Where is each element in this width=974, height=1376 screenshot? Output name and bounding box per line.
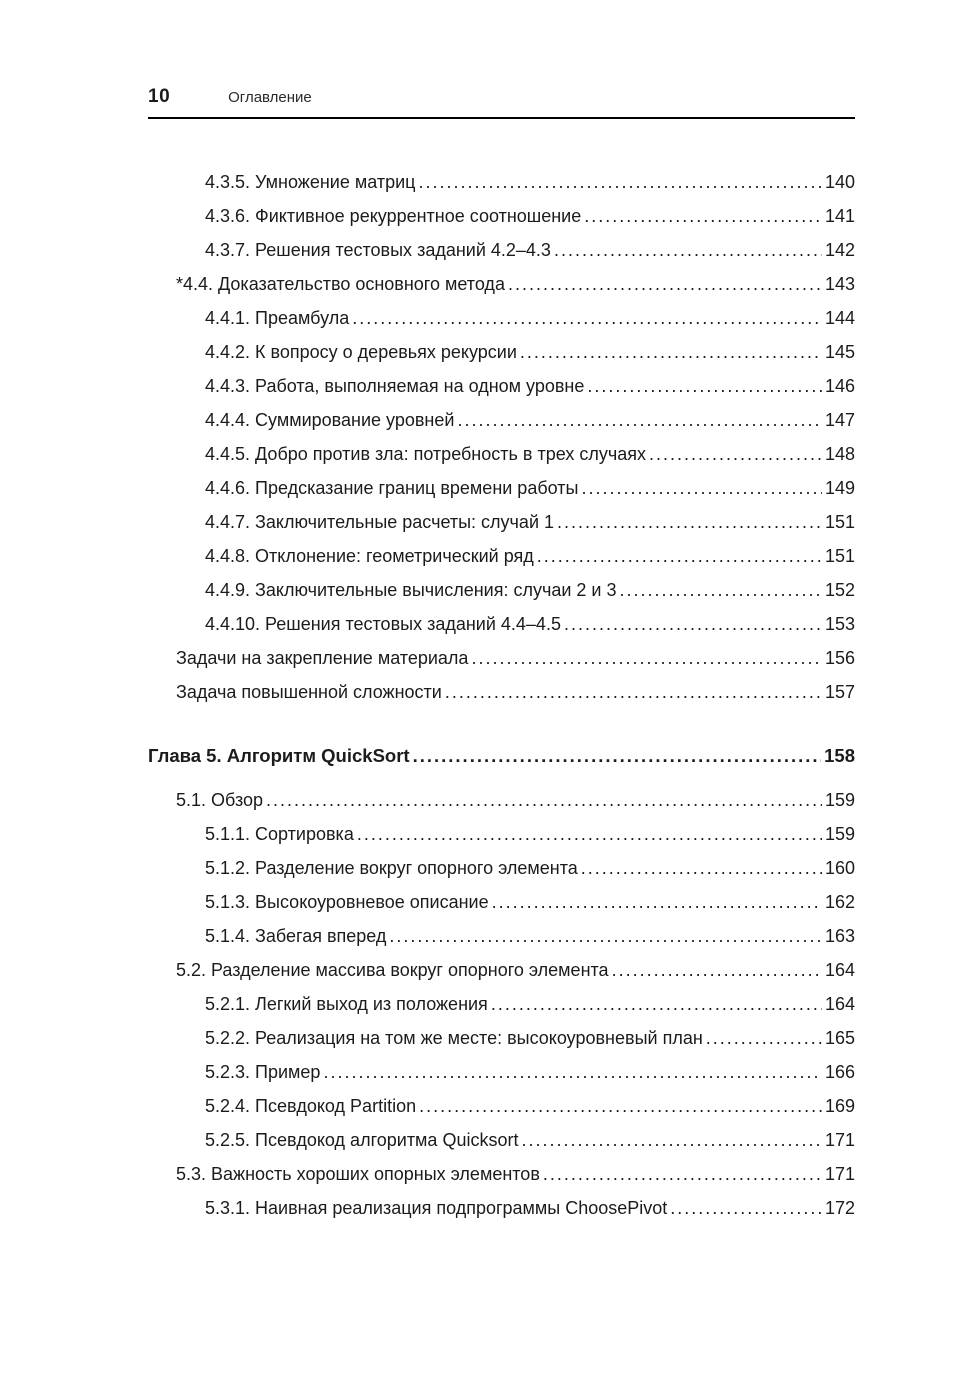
toc-dot-leader xyxy=(445,675,822,709)
toc-entry-label: 5.1.4. Забегая вперед xyxy=(205,926,387,946)
toc-entry xyxy=(148,335,855,369)
toc-entry-label: 5.2.1. Легкий выход из положения xyxy=(205,994,488,1014)
toc-entry-page: 163 xyxy=(824,926,855,946)
toc-entry-label: 4.4.6. Предсказание границ времени работы xyxy=(205,478,579,498)
toc-entry-label: 4.3.7. Решения тестовых заданий 4.2–4.3 xyxy=(205,240,551,260)
toc-dot-leader xyxy=(352,301,822,335)
toc-entry-label: 4.4.3. Работа, выполняемая на одном уровне xyxy=(205,376,585,396)
toc-entry-page: 162 xyxy=(824,892,855,912)
toc-entry-page: 151 xyxy=(824,546,855,566)
toc-entry xyxy=(148,267,855,301)
toc-entry-label: 5.1.2. Разделение вокруг опорного элемента xyxy=(205,858,578,878)
toc-entry xyxy=(148,403,855,437)
toc-dot-leader xyxy=(612,953,822,987)
toc-entry xyxy=(148,739,855,773)
toc-dot-leader xyxy=(587,369,822,403)
toc-entry xyxy=(148,233,855,267)
toc-entry-label: 4.3.6. Фиктивное рекуррентное соотношение xyxy=(205,206,582,226)
toc-entry-page: 169 xyxy=(824,1096,855,1116)
toc-dot-leader xyxy=(619,573,821,607)
toc-entry-label: 5.2.3. Пример xyxy=(205,1062,321,1082)
toc-entry-label: 4.4.9. Заключительные вычисления: случаи 2 и 3 xyxy=(205,580,617,600)
toc-dot-leader xyxy=(508,267,822,301)
toc-dot-leader xyxy=(323,1055,822,1089)
toc-entry xyxy=(148,1191,855,1225)
toc-entry xyxy=(148,165,855,199)
toc-entry-label: 4.3.5. Умножение матриц xyxy=(205,172,416,192)
toc-dot-leader xyxy=(581,471,822,505)
toc-list xyxy=(148,165,855,1225)
toc-dot-leader xyxy=(521,1123,821,1157)
toc-entry-page: 141 xyxy=(824,206,855,226)
toc-entry-page: 159 xyxy=(824,824,855,844)
toc-entry-page: 151 xyxy=(824,512,855,532)
toc-entry-label: *4.4. Доказательство основного метода xyxy=(176,274,505,294)
toc-dot-leader xyxy=(491,987,822,1021)
toc-entry-label: Задача повышенной сложности xyxy=(176,682,442,702)
toc-dot-leader xyxy=(557,505,822,539)
toc-entry xyxy=(148,471,855,505)
toc-entry xyxy=(148,1055,855,1089)
toc-entry-page: 148 xyxy=(824,444,855,464)
toc-entry xyxy=(148,505,855,539)
toc-entry xyxy=(148,851,855,885)
toc-entry-page: 156 xyxy=(824,648,855,668)
toc-entry xyxy=(148,539,855,573)
toc-entry-label: 5.2.5. Псевдокод алгоритма Quicksort xyxy=(205,1130,519,1150)
toc-entry-page: 145 xyxy=(824,342,855,362)
toc-dot-leader xyxy=(564,607,822,641)
toc-entry-label: 5.2. Разделение массива вокруг опорного элемента xyxy=(176,960,609,980)
toc-entry-label: 4.4.10. Решения тестовых заданий 4.4–4.5 xyxy=(205,614,561,634)
toc-entry xyxy=(148,437,855,471)
toc-entry-page: 164 xyxy=(824,994,855,1014)
toc-entry xyxy=(148,1089,855,1123)
toc-entry xyxy=(148,1157,855,1191)
toc-entry xyxy=(148,199,855,233)
toc-entry-label: 4.4.5. Добро против зла: потребность в трех случаях xyxy=(205,444,646,464)
toc-entry-page: 144 xyxy=(824,308,855,328)
toc-entry-page: 153 xyxy=(824,614,855,634)
header-rule xyxy=(148,117,855,119)
toc-entry-page: 140 xyxy=(824,172,855,192)
toc-dot-leader xyxy=(266,783,822,817)
toc-entry xyxy=(148,953,855,987)
toc-entry-page: 166 xyxy=(824,1062,855,1082)
toc-entry-page: 171 xyxy=(824,1164,855,1184)
toc-dot-leader xyxy=(581,851,822,885)
toc-entry-label: Глава 5. Алгоритм QuickSort xyxy=(148,745,410,766)
toc-entry-page: 158 xyxy=(824,745,855,766)
toc-dot-leader xyxy=(543,1157,822,1191)
toc-dot-leader xyxy=(520,335,822,369)
toc-dot-leader xyxy=(471,641,822,675)
toc-entry-label: 4.4.1. Преамбула xyxy=(205,308,350,328)
page-number: 10 xyxy=(148,86,171,107)
toc-entry xyxy=(148,919,855,953)
toc-dot-leader xyxy=(537,539,822,573)
toc-entry xyxy=(148,1123,855,1157)
toc-entry xyxy=(148,301,855,335)
toc-entry-page: 149 xyxy=(824,478,855,498)
toc-entry xyxy=(148,817,855,851)
toc-entry-page: 172 xyxy=(824,1198,855,1218)
toc-entry-page: 159 xyxy=(824,790,855,810)
toc-dot-leader xyxy=(492,885,822,919)
toc-entry-label: 5.3.1. Наивная реализация подпрограммы ChoosePivot xyxy=(205,1198,668,1218)
toc-entry-page: 164 xyxy=(824,960,855,980)
toc-entry xyxy=(148,885,855,919)
toc-entry-label: 4.4.2. К вопросу о деревьях рекурсии xyxy=(205,342,517,362)
toc-entry xyxy=(148,783,855,817)
toc-entry-label: Задачи на закрепление материала xyxy=(176,648,469,668)
toc-dot-leader xyxy=(584,199,822,233)
toc-entry-label: 5.2.2. Реализация на том же месте: высокоуровневый план xyxy=(205,1028,703,1048)
page-header xyxy=(148,86,855,108)
toc-dot-leader xyxy=(457,403,822,437)
toc-entry-label: 5.2.4. Псевдокод Partition xyxy=(205,1096,417,1116)
toc-entry xyxy=(148,573,855,607)
toc-entry xyxy=(148,675,855,709)
toc-entry-page: 142 xyxy=(824,240,855,260)
toc-entry-page: 157 xyxy=(824,682,855,702)
toc-dot-leader xyxy=(418,165,821,199)
toc-entry-page: 143 xyxy=(824,274,855,294)
toc-entry-page: 147 xyxy=(824,410,855,430)
toc-dot-leader xyxy=(554,233,822,267)
toc-dot-leader xyxy=(413,739,822,773)
toc-entry-label: 5.3. Важность хороших опорных элементов xyxy=(176,1164,540,1184)
header-title: Оглавление xyxy=(228,89,312,106)
toc-entry xyxy=(148,369,855,403)
toc-entry-label: 4.4.4. Суммирование уровней xyxy=(205,410,455,430)
toc-dot-leader xyxy=(706,1021,822,1055)
toc-dot-leader xyxy=(389,919,822,953)
toc-dot-leader xyxy=(670,1191,822,1225)
toc-entry xyxy=(148,987,855,1021)
toc-dot-leader xyxy=(419,1089,822,1123)
toc-entry xyxy=(148,607,855,641)
toc-entry-label: 4.4.8. Отклонение: геометрический ряд xyxy=(205,546,534,566)
toc-dot-leader xyxy=(649,437,822,471)
toc-entry-page: 160 xyxy=(824,858,855,878)
toc-entry-label: 5.1. Обзор xyxy=(176,790,264,810)
toc-entry-page: 146 xyxy=(824,376,855,396)
toc-entry-label: 5.1.3. Высокоуровневое описание xyxy=(205,892,489,912)
toc-entry-label: 5.1.1. Сортировка xyxy=(205,824,354,844)
toc-dot-leader xyxy=(357,817,822,851)
toc-entry-page: 165 xyxy=(824,1028,855,1048)
toc-entry xyxy=(148,1021,855,1055)
toc-entry-page: 152 xyxy=(824,580,855,600)
toc-entry xyxy=(148,641,855,675)
toc-entry-label: 4.4.7. Заключительные расчеты: случай 1 xyxy=(205,512,555,532)
toc-entry-page: 171 xyxy=(824,1130,855,1150)
